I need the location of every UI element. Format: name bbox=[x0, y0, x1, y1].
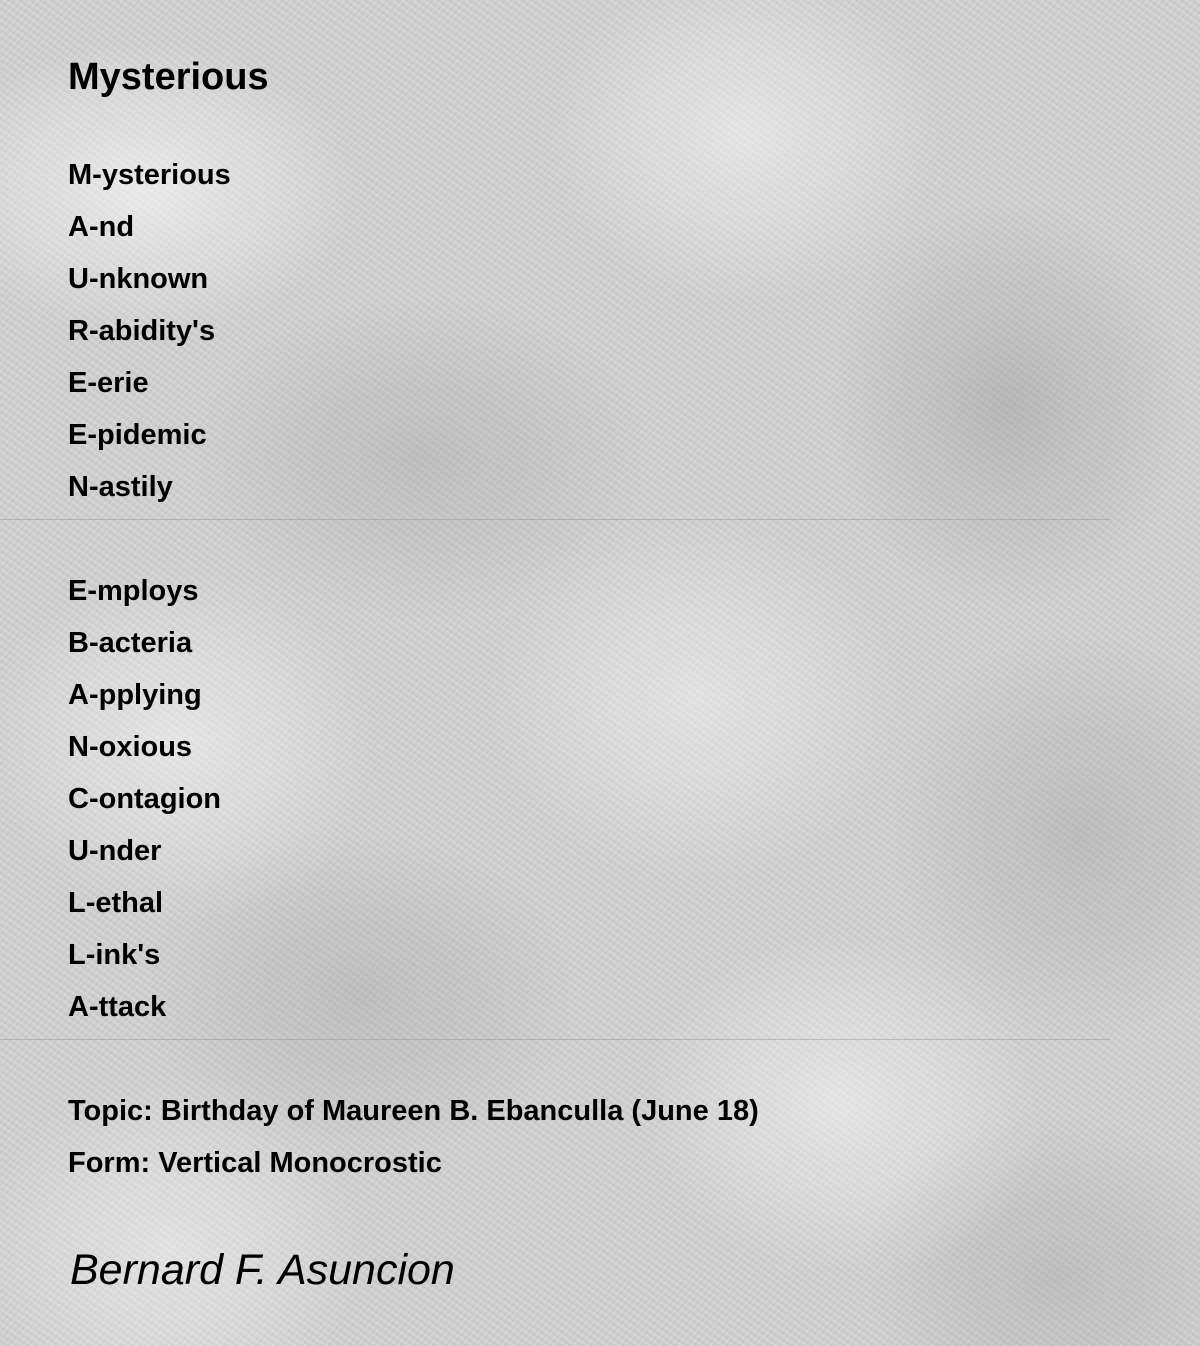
poem-line: U-nder bbox=[68, 835, 162, 867]
poem-title: Mysterious bbox=[68, 56, 269, 98]
poem-line: E-erie bbox=[68, 367, 149, 399]
poem-line: B-acteria bbox=[68, 627, 193, 659]
poem-topic: Topic: Birthday of Maureen B. Ebanculla (June 18) bbox=[68, 1095, 759, 1127]
background-tile-seam bbox=[0, 519, 1110, 520]
background-tile-seam bbox=[0, 1039, 1110, 1040]
poem-line: C-ontagion bbox=[68, 783, 222, 815]
poem-author: Bernard F. Asuncion bbox=[70, 1246, 455, 1294]
stanza-1 bbox=[68, 149, 231, 513]
poem-line: L-ink's bbox=[68, 939, 161, 971]
poem-line: E-mploys bbox=[68, 575, 199, 607]
poem-line: R-abidity's bbox=[68, 315, 216, 347]
poem-line: L-ethal bbox=[68, 887, 164, 919]
poem-line: M-ysterious bbox=[68, 159, 231, 191]
poem-line: A-ttack bbox=[68, 991, 167, 1023]
poem-line: E-pidemic bbox=[68, 419, 207, 451]
poem-line: U-nknown bbox=[68, 263, 209, 295]
stanza-2 bbox=[68, 565, 221, 1033]
poem-form: Form: Vertical Monocrostic bbox=[68, 1147, 442, 1179]
poem-line: N-oxious bbox=[68, 731, 193, 763]
poem-line: N-astily bbox=[68, 471, 173, 503]
poem-meta bbox=[68, 1085, 759, 1189]
poem-line: A-nd bbox=[68, 211, 135, 243]
poem-line: A-pplying bbox=[68, 679, 202, 711]
